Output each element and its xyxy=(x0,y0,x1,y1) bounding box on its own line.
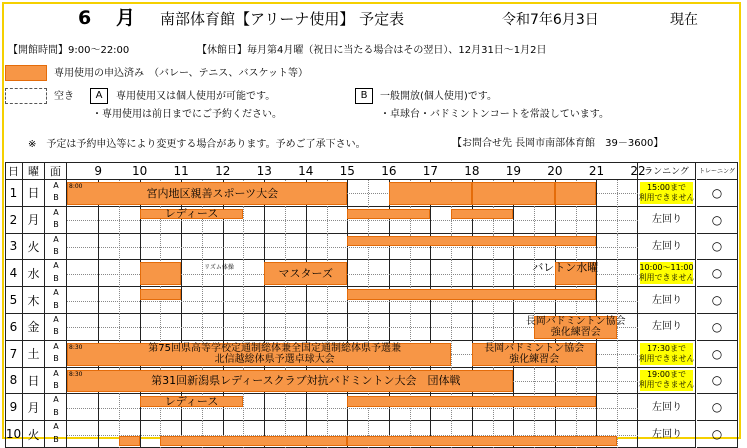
booking-bar xyxy=(389,182,472,205)
hour-label-12: 12 xyxy=(215,164,231,178)
legend-booked-text: 専用使用の申込済み （バレー、テニス、バスケット等） xyxy=(54,68,308,79)
training-cell: ○ xyxy=(697,341,738,368)
hour-label-18: 18 xyxy=(464,164,480,178)
training-cell: ○ xyxy=(697,394,738,421)
running-direction: 左回り xyxy=(652,240,682,252)
booking-bar xyxy=(347,209,430,219)
col-header-training: トレーニング xyxy=(697,162,738,180)
face-divider xyxy=(67,220,638,221)
row-weekday: 火 xyxy=(23,234,45,261)
row-weekday: 水 xyxy=(23,260,45,287)
col-header-running: ランニング xyxy=(638,162,696,180)
booking-label: 長岡バドミントン協会 強化練習会 xyxy=(525,316,626,339)
legend-a-note: ・専用使用は前日までにご予約ください。 xyxy=(92,109,282,120)
booking-bar xyxy=(347,396,596,406)
hour-label-21: 21 xyxy=(588,164,605,178)
col-header-day: 日 xyxy=(5,162,23,180)
booking-label: 第31回新潟県レディースクラブ対抗バドミントン大会 団体戦 xyxy=(151,374,461,388)
hour-label-17: 17 xyxy=(422,164,438,178)
hour-label-15: 15 xyxy=(339,164,355,178)
booking-label: レディース xyxy=(164,394,219,408)
face-b: B xyxy=(53,247,59,256)
legend-b-note: ・卓球台・バドミントンコートを常設しています。 xyxy=(380,109,609,120)
row-day: 6 xyxy=(5,314,23,341)
booking-label: 宮内地区親善スポーツ大会 xyxy=(146,186,279,200)
running-direction: 左回り xyxy=(652,294,682,306)
booking-bar xyxy=(347,236,596,246)
legend-a-text: 専用使用又は個人使用が可能です。 xyxy=(116,91,276,102)
row-day: 10 xyxy=(5,421,23,448)
training-cell: ○ xyxy=(697,234,738,261)
row-weekday: 日 xyxy=(23,368,45,395)
legend-b-text: 一般開放(個人使用)です。 xyxy=(380,91,498,102)
booking-label: バレトン水曜 xyxy=(532,260,599,274)
booking-label: 第75回県高等学校定通制総体兼全国定通制総体県予選兼 北信越総体県予選卓球大会 xyxy=(148,343,401,366)
booking-label: リズム体操 xyxy=(203,263,234,271)
face-a: A xyxy=(53,341,59,351)
notice-text: ※ 予定は予約申込等により変更する場合があります。予めご了承下さい。 xyxy=(28,139,366,150)
training-cell: ○ xyxy=(697,260,738,287)
face-a: A xyxy=(53,181,59,190)
face-a: A xyxy=(53,234,59,244)
row-day: 9 xyxy=(5,394,23,421)
training-cell: ○ xyxy=(697,180,738,207)
row-weekday: 土 xyxy=(23,341,45,368)
booking-bar xyxy=(347,289,596,299)
booking-bar xyxy=(160,436,347,446)
row-day: 8 xyxy=(5,368,23,395)
face-a: A xyxy=(53,422,59,432)
booking-label: 8:30 xyxy=(69,370,83,378)
month-kanji: 月 xyxy=(116,7,136,29)
legend-b-box: B xyxy=(355,88,373,104)
booking-bar xyxy=(451,209,513,219)
face-divider xyxy=(67,247,638,248)
booking-bar xyxy=(555,182,597,205)
face-divider xyxy=(67,408,638,409)
face-a: A xyxy=(53,395,59,405)
face-b: B xyxy=(53,220,59,230)
booking-bar xyxy=(119,436,140,446)
hour-label-19: 19 xyxy=(505,164,522,178)
row-weekday: 月 xyxy=(23,394,45,421)
face-b: B xyxy=(53,327,59,337)
hour-label-9: 9 xyxy=(94,164,102,178)
face-a: A xyxy=(53,288,59,298)
legend-empty-swatch xyxy=(5,88,47,104)
running-notice: 10:00～11:00 利用できません xyxy=(638,263,695,283)
row-day: 3 xyxy=(5,234,23,261)
row-weekday: 木 xyxy=(23,287,45,314)
running-direction: 左回り xyxy=(652,214,682,226)
face-b: B xyxy=(53,193,59,203)
month-number: 6 xyxy=(78,7,92,29)
hour-label-16: 16 xyxy=(381,164,397,178)
booking-label: レディース xyxy=(164,206,219,220)
opening-hours: 【開館時間】9:00～22:00 xyxy=(8,45,130,56)
face-a: A xyxy=(53,315,59,324)
face-b: B xyxy=(53,354,59,364)
training-cell: ○ xyxy=(697,287,738,314)
hour-label-10: 10 xyxy=(132,164,148,178)
row-weekday: 日 xyxy=(23,180,45,207)
face-a: A xyxy=(53,368,59,378)
hour-label-13: 13 xyxy=(256,164,272,178)
running-direction: 左回り xyxy=(652,428,682,440)
page-title: 南部体育館【アリーナ使用】 予定表 xyxy=(160,10,405,28)
contact-text: 【お問合せ先 長岡市南部体育館 39－3600】 xyxy=(452,138,664,149)
face-b: B xyxy=(53,434,59,444)
col-header-face: 面 xyxy=(45,162,67,180)
legend-empty-text: 空き xyxy=(54,91,74,102)
running-notice: 15:00まで 利用できません xyxy=(638,182,695,202)
row-day: 5 xyxy=(5,287,23,314)
row-weekday: 金 xyxy=(23,314,45,341)
hour-label-11: 11 xyxy=(173,164,189,178)
row-day: 1 xyxy=(5,180,23,207)
booking-bar xyxy=(472,182,555,205)
report-date: 令和7年6月3日 xyxy=(502,12,599,28)
booking-label: 長岡バドミントン協会 強化練習会 xyxy=(484,343,585,366)
hour-label-14: 14 xyxy=(298,164,314,178)
face-divider xyxy=(67,301,638,302)
running-notice: 19:00まで 利用できません xyxy=(638,370,695,390)
training-cell: ○ xyxy=(697,314,738,341)
col-header-weekday: 曜 xyxy=(23,162,45,180)
face-a: A xyxy=(53,207,59,217)
face-b: B xyxy=(53,273,59,283)
hour-label-20: 20 xyxy=(547,164,563,178)
face-b: B xyxy=(53,407,59,417)
status-text: 現在 xyxy=(670,12,698,28)
closed-days: 【休館日】毎月第4月曜（祝日に当たる場合はその翌日）、12月31日～1月2日 xyxy=(197,45,547,56)
running-direction: 左回り xyxy=(652,321,682,333)
row-day: 2 xyxy=(5,207,23,234)
booking-label: 8:00 xyxy=(69,183,83,191)
training-cell: ○ xyxy=(697,421,738,448)
booking-bar xyxy=(140,289,182,299)
face-b: B xyxy=(53,381,59,390)
legend-booked-swatch xyxy=(5,65,47,81)
booking-label: マスターズ xyxy=(278,267,333,281)
legend-a-box: A xyxy=(90,88,108,104)
row-day: 4 xyxy=(5,260,23,287)
booking-label: 8:30 xyxy=(69,343,83,351)
row-day: 7 xyxy=(5,341,23,368)
row-weekday: 火 xyxy=(23,421,45,448)
face-b: B xyxy=(53,300,59,310)
hour-label-22: 22 xyxy=(630,164,646,178)
running-notice: 17:30まで 利用できません xyxy=(638,343,695,363)
training-cell: ○ xyxy=(697,368,738,395)
row-weekday: 月 xyxy=(23,207,45,234)
booking-bar xyxy=(140,262,182,285)
booking-bar xyxy=(347,436,617,446)
training-cell: ○ xyxy=(697,207,738,234)
running-direction: 左回り xyxy=(652,401,682,413)
face-a: A xyxy=(53,261,59,271)
